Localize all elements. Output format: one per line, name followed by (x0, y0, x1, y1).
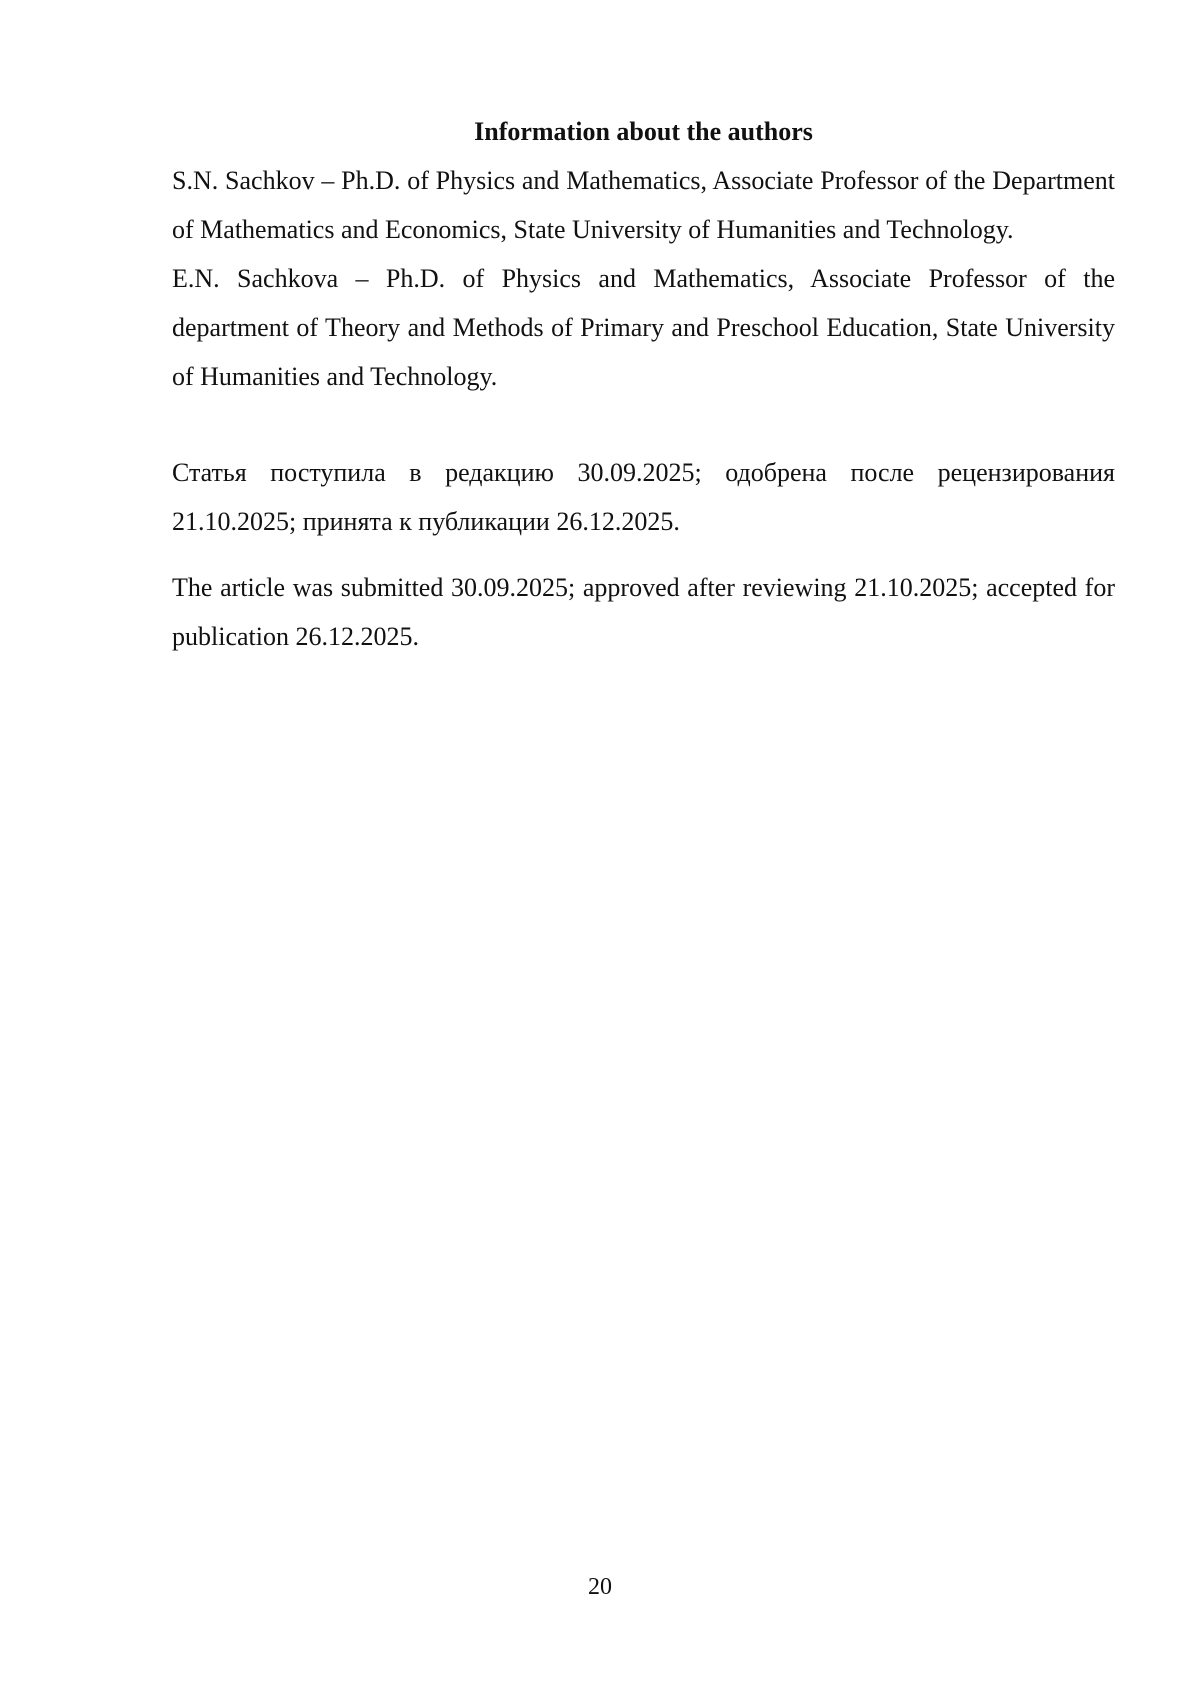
article-dates-russian: Статья поступила в редакцию 30.09.2025; одобрена после рецензирования 21.10.2025; принята к публикации 26.12.2025. (172, 458, 1115, 536)
spacer (172, 546, 1115, 563)
page-number: 20 (588, 1574, 612, 1600)
page-content (172, 108, 1115, 661)
author-info-sachkova: E.N. Sachkova – Ph.D. of Physics and Mathematics, Associate Professor of the department of Theory and Methods of Primary and Preschool Education, State University of Humanities and Technology. (172, 264, 1115, 391)
article-dates-english: The article was submitted 30.09.2025; approved after reviewing 21.10.2025; accepted for publication 26.12.2025. (172, 573, 1115, 651)
section-heading: Information about the authors (474, 117, 813, 146)
author-info-sachkov: S.N. Sachkov – Ph.D. of Physics and Mathematics, Associate Professor of the Department of Mathematics and Economics, State University of Humanities and Technology. (172, 166, 1115, 244)
spacer (172, 401, 1115, 448)
